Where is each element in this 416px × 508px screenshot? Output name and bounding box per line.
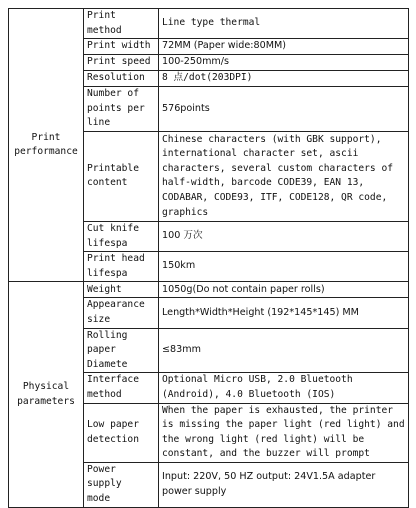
row-label: Print speed bbox=[84, 55, 159, 71]
row-label: Printable content bbox=[84, 131, 159, 221]
row-label: Print method bbox=[84, 9, 159, 39]
spec-table bbox=[8, 8, 409, 508]
group-label-print-performance bbox=[9, 9, 84, 282]
group-label-text: Print performance bbox=[14, 131, 78, 158]
row-label: Low paper detection bbox=[84, 403, 159, 462]
row-value: 100 万次 bbox=[159, 221, 409, 251]
row-label: Print width bbox=[84, 39, 159, 55]
row-value: 1050g(Do not contain paper rolls) bbox=[159, 282, 409, 298]
row-label: Power supply mode bbox=[84, 462, 159, 507]
row-value: 100-250mm/s bbox=[159, 55, 409, 71]
row-value: Optional Micro USB, 2.0 Bluetooth (Android), 4.0 Bluetooth (IOS) bbox=[159, 373, 409, 403]
row-value: 72MM (Paper wide:80MM) bbox=[159, 39, 409, 55]
table-row bbox=[9, 9, 409, 39]
row-label: Interface method bbox=[84, 373, 159, 403]
row-value: Length*Width*Height (192*145*145) MM bbox=[159, 298, 409, 328]
row-label: Appearance size bbox=[84, 298, 159, 328]
row-value: 576points bbox=[159, 87, 409, 132]
row-value: Line type thermal bbox=[159, 9, 409, 39]
row-label: Print head lifespa bbox=[84, 252, 159, 282]
row-value: 150km bbox=[159, 252, 409, 282]
row-label: Number of points per line bbox=[84, 87, 159, 132]
row-value: When the paper is exhausted, the printer is missing the paper light (red light) and the wrong light (red light) will be constant, and the buzzer will prompt bbox=[159, 403, 409, 462]
row-label: Cut knife lifespa bbox=[84, 221, 159, 251]
row-value: Chinese characters (with GBK support), international character set, ascii characters, several custom characters of half-width, barcode CODE39, EAN 13, CODABAR, CODE93, ITF, CODE128, QR code, graphics bbox=[159, 131, 409, 221]
row-value: ≤83mm bbox=[159, 328, 409, 373]
row-value: 8 点/dot(203DPI) bbox=[159, 71, 409, 87]
group-label-text: Physical parameters bbox=[17, 380, 75, 407]
row-label: Resolution bbox=[84, 71, 159, 87]
table-row bbox=[9, 282, 409, 298]
row-label: Rolling paper Diamete bbox=[84, 328, 159, 373]
group-label-physical-parameters bbox=[9, 282, 84, 507]
row-label: Weight bbox=[84, 282, 159, 298]
row-value: Input: 220V, 50 HZ output: 24V1.5A adapter power supply bbox=[159, 462, 409, 507]
